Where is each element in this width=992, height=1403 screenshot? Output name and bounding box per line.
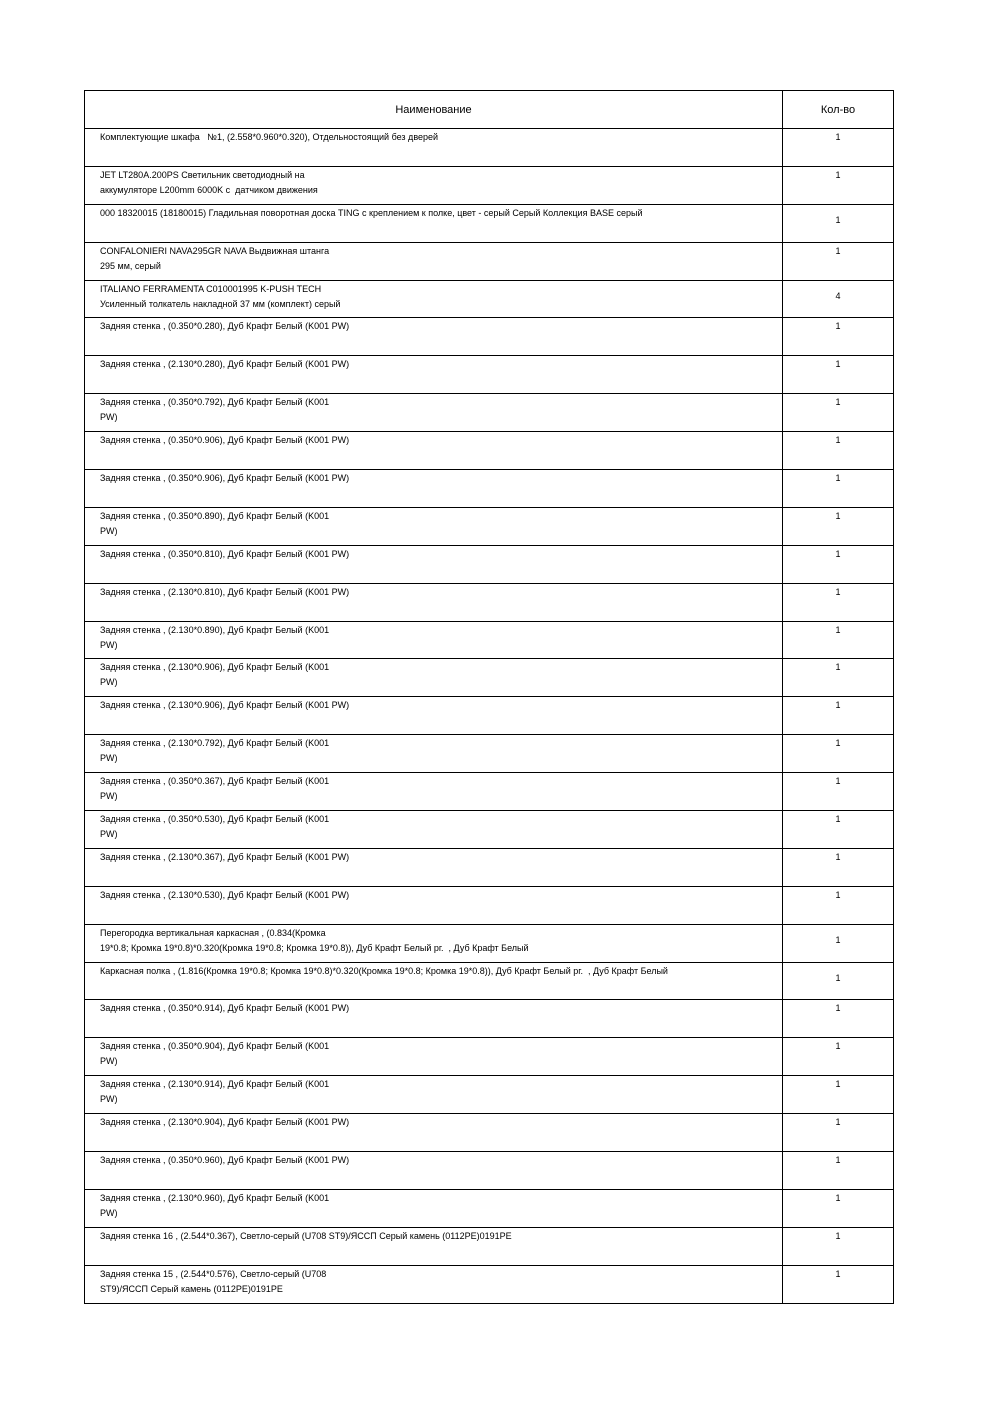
item-name-cell — [85, 583, 783, 621]
item-name-cell — [85, 432, 783, 470]
item-name: Задняя стенка , (2.130*0.960), Дуб Крафт Белый (K001 PW) — [100, 1192, 330, 1218]
item-name-cell — [85, 242, 783, 280]
item-name-cell — [85, 1038, 783, 1076]
table-row — [85, 470, 894, 508]
table-row — [85, 697, 894, 735]
item-name: Задняя стенка , (0.350*0.904), Дуб Крафт Белый (K001 PW) — [100, 1041, 330, 1067]
table-row — [85, 394, 894, 432]
table-row — [85, 318, 894, 356]
table-row — [85, 1265, 894, 1303]
item-name: Задняя стенка , (0.350*0.890), Дуб Крафт Белый (K001 PW) — [100, 510, 330, 536]
item-qty: 1 — [783, 1038, 894, 1076]
item-name-cell — [85, 621, 783, 659]
item-name: Задняя стенка , (2.130*0.906), Дуб Крафт Белый (K001 PW) — [100, 662, 330, 688]
table-row — [85, 962, 894, 1000]
table-row — [85, 1152, 894, 1190]
item-name: Задняя стенка , (0.350*0.280), Дуб Крафт Белый (K001 PW) — [100, 321, 350, 332]
item-name-cell — [85, 735, 783, 773]
item-name-cell — [85, 697, 783, 735]
item-name-cell — [85, 318, 783, 356]
item-qty: 1 — [783, 697, 894, 735]
item-qty: 1 — [783, 1076, 894, 1114]
item-name-cell — [85, 129, 783, 167]
table-row — [85, 1189, 894, 1227]
item-name-cell — [85, 924, 783, 962]
item-qty: 1 — [783, 1000, 894, 1038]
item-name: Каркасная полка , (1.816(Кромка 19*0.8; Кромка 19*0.8)*0.320(Кромка 19*0.8; Кромка 19*0.8)), Дуб Крафт Белый рг. , Дуб Крафт Белый — [100, 965, 668, 976]
item-qty: 1 — [783, 242, 894, 280]
item-qty: 1 — [783, 1265, 894, 1303]
table-row — [85, 204, 894, 242]
item-qty: 1 — [783, 470, 894, 508]
item-name-cell — [85, 773, 783, 811]
item-name: Задняя стенка , (2.130*0.904), Дуб Крафт Белый (K001 PW) — [100, 1117, 350, 1128]
table-row — [85, 356, 894, 394]
table-row — [85, 924, 894, 962]
item-name: Задняя стенка , (2.130*0.792), Дуб Крафт Белый (K001 PW) — [100, 738, 330, 764]
item-name: Задняя стенка , (2.130*0.906), Дуб Крафт Белый (K001 PW) — [100, 700, 350, 711]
table-row — [85, 507, 894, 545]
item-name: Задняя стенка , (0.350*0.792), Дуб Крафт Белый (K001 PW) — [100, 397, 330, 423]
item-name: Задняя стенка , (0.350*0.914), Дуб Крафт Белый (K001 PW) — [100, 1003, 350, 1014]
item-name: Задняя стенка , (0.350*0.960), Дуб Крафт Белый (K001 PW) — [100, 1155, 350, 1166]
table-row — [85, 1038, 894, 1076]
item-name-cell — [85, 204, 783, 242]
item-qty: 1 — [783, 545, 894, 583]
item-name: CONFALONIERI NAVA295GR NAVA Выдвижная штанга 295 мм, серый — [100, 245, 330, 271]
item-qty: 1 — [783, 318, 894, 356]
item-name: Задняя стенка , (2.130*0.914), Дуб Крафт Белый (K001 PW) — [100, 1079, 330, 1105]
table-row — [85, 583, 894, 621]
table-row — [85, 545, 894, 583]
table-row — [85, 848, 894, 886]
item-qty: 1 — [783, 394, 894, 432]
table-row — [85, 1000, 894, 1038]
item-name: 000 18320015 (18180015) Гладильная поворотная доска TING с креплением к полке, цвет - серый Серый Коллекция BASE серый — [100, 207, 643, 218]
table-body — [85, 129, 894, 1304]
table-row — [85, 773, 894, 811]
table-row — [85, 1227, 894, 1265]
table-row — [85, 735, 894, 773]
item-name-cell — [85, 1227, 783, 1265]
item-qty: 1 — [783, 356, 894, 394]
table-row — [85, 886, 894, 924]
item-name-cell — [85, 962, 783, 1000]
item-name: Задняя стенка 16 , (2.544*0.367), Светло-серый (U708 ST9)/ЯССП Серый камень (0112PE)0191PE — [100, 1230, 512, 1241]
item-name: Задняя стенка , (2.130*0.530), Дуб Крафт Белый (K001 PW) — [100, 889, 350, 900]
item-name-cell — [85, 507, 783, 545]
item-name-cell — [85, 659, 783, 697]
item-qty: 1 — [783, 583, 894, 621]
item-name: Комплектующие шкафа №1, (2.558*0.960*0.320), Отдельностоящий без дверей — [100, 132, 439, 142]
item-qty: 1 — [783, 886, 894, 924]
item-name-cell — [85, 1189, 783, 1227]
table-row — [85, 129, 894, 167]
item-qty: 1 — [783, 1227, 894, 1265]
header-qty: Кол-во — [783, 91, 894, 129]
item-name-cell — [85, 470, 783, 508]
table-row — [85, 432, 894, 470]
item-name: Задняя стенка , (2.130*0.367), Дуб Крафт Белый (K001 PW) — [100, 851, 350, 862]
item-qty: 1 — [783, 962, 894, 1000]
item-name: Задняя стенка , (0.350*0.530), Дуб Крафт Белый (K001 PW) — [100, 814, 330, 840]
table-row — [85, 811, 894, 849]
item-name-cell — [85, 811, 783, 849]
item-qty: 1 — [783, 166, 894, 204]
item-qty: 1 — [783, 848, 894, 886]
item-qty: 1 — [783, 735, 894, 773]
item-qty: 1 — [783, 507, 894, 545]
item-qty: 1 — [783, 621, 894, 659]
item-qty: 1 — [783, 924, 894, 962]
item-qty: 1 — [783, 811, 894, 849]
item-name: Задняя стенка , (2.130*0.280), Дуб Крафт Белый (K001 PW) — [100, 359, 350, 370]
item-name: Задняя стенка , (0.350*0.367), Дуб Крафт Белый (K001 PW) — [100, 776, 330, 802]
item-name-cell — [85, 1152, 783, 1190]
item-name: Задняя стенка , (2.130*0.890), Дуб Крафт Белый (K001 PW) — [100, 624, 330, 650]
item-name: JET LT280A.200PS Светильник светодиодный на аккумуляторе L200mm 6000K с датчиком движения — [100, 169, 318, 195]
item-name: ITALIANO FERRAMENTA C010001995 K-PUSH TECH Усиленный толкатель накладной 37 мм (комплект) серый — [100, 283, 341, 309]
item-qty: 1 — [783, 204, 894, 242]
item-name: Задняя стенка , (0.350*0.906), Дуб Крафт Белый (K001 PW) — [100, 473, 350, 484]
item-name: Задняя стенка 15 , (2.544*0.576), Светло-серый (U708 ST9)/ЯССП Серый камень (0112PE)0191PE — [100, 1268, 327, 1294]
item-name-cell — [85, 280, 783, 318]
table-row — [85, 242, 894, 280]
item-name: Задняя стенка , (0.350*0.906), Дуб Крафт Белый (K001 PW) — [100, 435, 350, 446]
item-name-cell — [85, 886, 783, 924]
item-name: Перегородка вертикальная каркасная , (0.834(Кромка 19*0.8; Кромка 19*0.8)*0.320(Кромка 19*0.8; Кромка 19*0.8)), Дуб Крафт Белый рг. , Дуб Крафт Белый — [100, 927, 529, 953]
item-qty: 1 — [783, 1114, 894, 1152]
item-name-cell — [85, 394, 783, 432]
item-name-cell — [85, 1000, 783, 1038]
item-name-cell — [85, 1265, 783, 1303]
table-row — [85, 1076, 894, 1114]
item-qty: 4 — [783, 280, 894, 318]
item-name: Задняя стенка , (2.130*0.810), Дуб Крафт Белый (K001 PW) — [100, 586, 350, 597]
item-name-cell — [85, 545, 783, 583]
item-qty: 1 — [783, 129, 894, 167]
item-qty: 1 — [783, 773, 894, 811]
item-qty: 1 — [783, 1152, 894, 1190]
item-name-cell — [85, 1076, 783, 1114]
item-qty: 1 — [783, 1189, 894, 1227]
item-name-cell — [85, 1114, 783, 1152]
specification-table — [84, 90, 894, 1304]
table-row — [85, 621, 894, 659]
item-qty: 1 — [783, 432, 894, 470]
item-name: Задняя стенка , (0.350*0.810), Дуб Крафт Белый (K001 PW) — [100, 548, 350, 559]
table-row — [85, 280, 894, 318]
header-name: Наименование — [85, 91, 783, 129]
table-header-row — [85, 91, 894, 129]
item-name-cell — [85, 848, 783, 886]
table-row — [85, 166, 894, 204]
item-name-cell — [85, 166, 783, 204]
table-row — [85, 1114, 894, 1152]
item-name-cell — [85, 356, 783, 394]
item-qty: 1 — [783, 659, 894, 697]
table-row — [85, 659, 894, 697]
